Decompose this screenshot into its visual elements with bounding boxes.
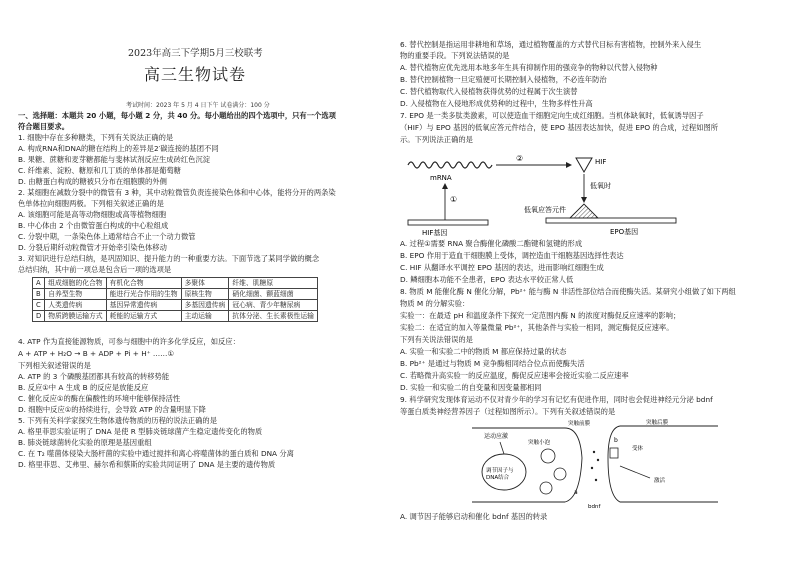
table-cell: 有机化合物 — [106, 278, 181, 289]
table-cell: 自养型生物 — [45, 289, 106, 300]
table-cell: 纤维、肌糖原 — [229, 278, 318, 289]
hif-gene-label: HIF基因 — [422, 229, 448, 237]
stress-arrow — [500, 442, 504, 454]
q9-stem-cont: 等蛋白质类神经营养因子（过程如图所示）。下列有关叙述错误的是 — [400, 407, 616, 416]
q8-experiment1: 实验一：在最适 pH 和温度条件下探究一定范围内酶 N 的浓度对酶促反应速率的影响； — [400, 311, 681, 320]
table-row — [33, 289, 318, 300]
q7-stem: 7. EPO 是一类多肽类激素，可以使造血干细胞定向生成红细胞。当机体缺氧时，低氧诱导因子 — [400, 111, 704, 120]
vesicle-label: 突触小泡 — [528, 440, 551, 446]
q6-stem: 6. 替代控制是指运用非耕地和草场，通过植物覆盖的方式替代目标有害植物，控制外来入侵生 — [400, 40, 702, 49]
section-heading: 一、选择题：本题共 20 小题，每小题 2 分，共 40 分。每小题给出的四个选项中，只有一个选项 — [18, 111, 336, 120]
synaptic-vesicle — [541, 449, 555, 463]
bdnf-molecule — [591, 467, 593, 469]
q5-option-c: C. 在 T₂ 噬菌体侵染大肠杆菌的实验中通过搅拌和离心将噬菌体的蛋白质和 DNA 分离 — [18, 449, 294, 458]
table-cell: 耗能的运输方式 — [106, 311, 181, 322]
table-cell: 主动运输 — [181, 311, 229, 322]
q4-question: 下列相关叙述错误的是 — [18, 361, 91, 370]
table-cell: 人类遗传病 — [45, 300, 106, 311]
synaptic-vesicle — [554, 468, 566, 480]
q1-stem: 1. 细胞中存在多种糖类，下列有关说法正确的是 — [18, 133, 174, 142]
table-cell: 物质跨膜运输方式 — [45, 311, 106, 322]
marker-b-label: b — [614, 437, 618, 444]
bdnf-molecule — [595, 479, 597, 481]
table-cell: A — [33, 278, 45, 289]
subject-title: 高三生物试卷 — [144, 65, 247, 84]
q9-stem: 9. 科学研究发现体育运动不仅对青少年的学习有记忆有促进作用，同时也会促进神经元分泌 bdnf — [400, 395, 713, 404]
q8-option-c: C. 若略微升高实验一的反应温度，酶促反应速率会接近实验二反应速率 — [400, 371, 629, 380]
table-cell: B — [33, 289, 45, 300]
q1-option-a: A. 构成RNA和DNA的糖在结构上的差异是2′碳连接的基团不同 — [18, 144, 219, 153]
table-cell: 硝化细菌、颤蓝细菌 — [229, 289, 318, 300]
arrow-head-icon — [566, 162, 572, 168]
table-cell: 基因异常遗传病 — [106, 300, 181, 311]
presynaptic-membrane-label: 突触前膜 — [568, 421, 591, 427]
q6-option-d: D. 入侵植物在入侵地形成优势种的过程中，生物多样性升高 — [400, 99, 593, 108]
table-cell: 多基因遗传病 — [181, 300, 229, 311]
q7-option-b: B. EPO 作用于造血干细胞膜上受体，调控造血干细胞基因选择性表达 — [400, 251, 624, 260]
q4-stem: 4. ATP 作为直接能源物质，可参与细胞中的许多化学反应，如反应： — [18, 337, 240, 346]
arrow-head-icon — [581, 197, 587, 203]
table-cell: 冠心病、青少年糖尿病 — [229, 300, 318, 311]
table-cell: 原核生物 — [181, 289, 229, 300]
sport-stress-label: 运动应激 — [484, 433, 509, 440]
q6-option-c: C. 替代植物取代入侵植物获得优势的过程属于次生演替 — [400, 87, 578, 96]
q2-option-b: B. 中心体由 2 个由微管蛋白构成的中心粒组成 — [18, 221, 169, 230]
q4-option-d: D. 细胞中反应①的持续进行，会导致 ATP 的含量明显下降 — [18, 405, 206, 414]
q5-option-a: A. 格里菲思实验证明了 DNA 是使 R 型肺炎链球菌产生稳定遗传变化的物质 — [18, 427, 263, 436]
q8-experiment2: 实验二：在适宜的加入等量微量 Pb²⁺，其他条件与实验一相同，测定酶促反应速率。 — [400, 323, 674, 332]
q4-option-b: B. 反应①中 A 生成 B 的反应是放能反应 — [18, 383, 149, 392]
bdnf-label: bdnf — [588, 504, 601, 510]
q8-option-b: B. Pb²⁺ 是通过与物质 M 竞争酶相同结合位点而使酶失活 — [400, 359, 585, 368]
hif-protein-shape — [576, 158, 592, 172]
mrna-label: mRNA — [430, 174, 452, 182]
q2-option-a: A. 该细胞可能是高等动物细胞或高等植物细胞 — [18, 210, 167, 219]
q7-stem-cont: （HIF）与 EPO 基因的低氧应答元件结合，使 EPO 基因表达加快，促进 EPO 的合成，过程如图所 — [400, 123, 719, 132]
q7-epo-figure — [400, 150, 784, 238]
q6-option-b: B. 替代控制植物一旦定殖便可长期控制入侵植物，不必连年防治 — [400, 75, 607, 84]
table-cell: 抗体分泌、生长素极性运输 — [229, 311, 318, 322]
dna-binding-label: DNA结合 — [486, 475, 510, 481]
receptor-label: 受体 — [632, 446, 644, 452]
exam-title: 2023年高三下学期5月三校联考 — [128, 48, 263, 59]
postsynaptic-membrane-label: 突触后膜 — [646, 420, 669, 426]
activation-label: 激活 — [654, 478, 666, 484]
table-cell: 多聚体 — [181, 278, 229, 289]
epo-gene-bar — [546, 218, 676, 223]
postsynaptic-neuron-outline — [608, 426, 718, 502]
hif-gene-bar — [408, 220, 488, 225]
bdnf-molecule — [597, 459, 599, 461]
table-cell: C — [33, 300, 45, 311]
q7-stem-end: 示。下列说法正确的是 — [400, 135, 473, 144]
q3-stem: 3. 对知识进行总结归纳，是巩固知识、提升能力的一种重要方法。下面节选了某同学做的概念 — [18, 254, 320, 263]
q1-option-d: D. 由糖蛋白构成的糖被只分布在细胞膜的外侧 — [18, 177, 167, 186]
hypoxia-label: 低氧时 — [590, 182, 611, 190]
q8-stem-cont: 物质 M 的分解实验： — [400, 299, 470, 308]
q3-stem-cont: 总结归纳，其中前一项总是包含后一项的选项是 — [18, 265, 172, 274]
q5-option-d: D. 格里菲思、艾弗里、赫尔希和蔡斯的实验共同证明了 DNA 是主要的遗传物质 — [18, 460, 276, 469]
arrow-head-icon — [442, 183, 448, 189]
q5-option-b: B. 肺炎链球菌转化实验的原理是基因重组 — [18, 438, 152, 447]
synaptic-vesicle — [540, 482, 552, 494]
q8-option-d: D. 实验一和实验二的自变量和因变量都相同 — [400, 383, 542, 392]
q3-table — [32, 277, 318, 322]
factor-label: 调节因子与 — [486, 468, 514, 474]
table-cell: D — [33, 311, 45, 322]
q4-option-a: A. ATP 的 3 个磷酸基团都具有较高的转移势能 — [18, 372, 170, 381]
marker-a-label: a — [574, 489, 578, 496]
q7-option-d: D. 鳞细胞本功能不全患者，EPO 表达水平较正常人低 — [400, 275, 574, 284]
receptor-shape — [610, 448, 618, 458]
section-heading-cont: 符合题目要求。 — [18, 122, 70, 131]
q5-stem: 5. 下列有关科学家探究生物体遗传物质的历程的说法正确的是 — [18, 416, 217, 425]
response-element-shape — [570, 204, 598, 218]
table-row — [33, 278, 318, 289]
q2-stem: 2. 某细胞在减数分裂中的微管有 3 种，其中动粒微管负责连接染色体和中心体，能将分开的两条染 — [18, 188, 336, 197]
hif-label: HIF — [595, 158, 607, 166]
activation-arrow — [620, 466, 650, 478]
q6-stem-cont: 物的重要手段。下列说法错误的是 — [400, 51, 510, 60]
table-cell: 组成细胞的化合物 — [45, 278, 106, 289]
step1-label: ① — [450, 195, 458, 204]
q6-option-a: A. 替代植物应优先选用本地多年生具有抑制作用的强竞争的物种以代替入侵物种 — [400, 63, 658, 72]
q4-option-c: C. 催化反应①的酶在偏酸性的环境中能够保持活性 — [18, 394, 181, 403]
q2-option-c: C. 分裂中期，一条染色体上通常结合不止一个动力微管 — [18, 232, 196, 241]
q9-synapse-figure — [470, 418, 720, 510]
q8-stem: 8. 物质 M 能催化酶 N 催化分解，Pb²⁺ 能与酶 N 非活性部位结合而使酶失活。某研究小组做了如下两组 — [400, 287, 736, 296]
q7-option-c: C. HIF 从翻译水平调控 EPO 基因的表达，进而影响红细胞生成 — [400, 263, 604, 272]
mrna-wave — [408, 162, 492, 168]
exam-meta: 考试时间：2023 年 5 月 4 日下午 试卷满分：100 分 — [126, 102, 270, 109]
q7-option-a: A. 过程①需要 RNA 聚合酶催化磷酸二酯键和氢键的形成 — [400, 239, 583, 248]
bdnf-molecule — [593, 451, 595, 453]
q2-stem-cont: 色单体拉向细胞两极。下列相关叙述正确的是 — [18, 199, 164, 208]
table-cell: 能进行光合作用的生物 — [106, 289, 181, 300]
q2-option-d: D. 分裂后期纤动粒微管才开始牵引染色体移动 — [18, 243, 167, 252]
q9-option-a: A. 调节因子能够启动和催化 bdnf 基因的转录 — [400, 512, 548, 521]
element-label: 低氧应答元件 — [524, 206, 566, 214]
step2-label: ② — [516, 154, 524, 163]
q4-equation: A + ATP + H₂O → B + ADP + Pi + H⁺ ……① — [18, 349, 175, 358]
table-row — [33, 311, 318, 322]
table-row — [33, 300, 318, 311]
epo-gene-label: EPO基因 — [610, 228, 639, 236]
q8-question: 下列有关说法错误的是 — [400, 335, 473, 344]
q1-option-c: C. 纤维素、淀粉、糖原和几丁质的单体都是葡萄糖 — [18, 166, 181, 175]
q1-option-b: B. 果糖、蔗糖和麦芽糖都能与斐林试剂反应生成砖红色沉淀 — [18, 155, 211, 164]
q8-option-a: A. 实验一和实验二中的物质 M 都应保持过量的状态 — [400, 347, 567, 356]
